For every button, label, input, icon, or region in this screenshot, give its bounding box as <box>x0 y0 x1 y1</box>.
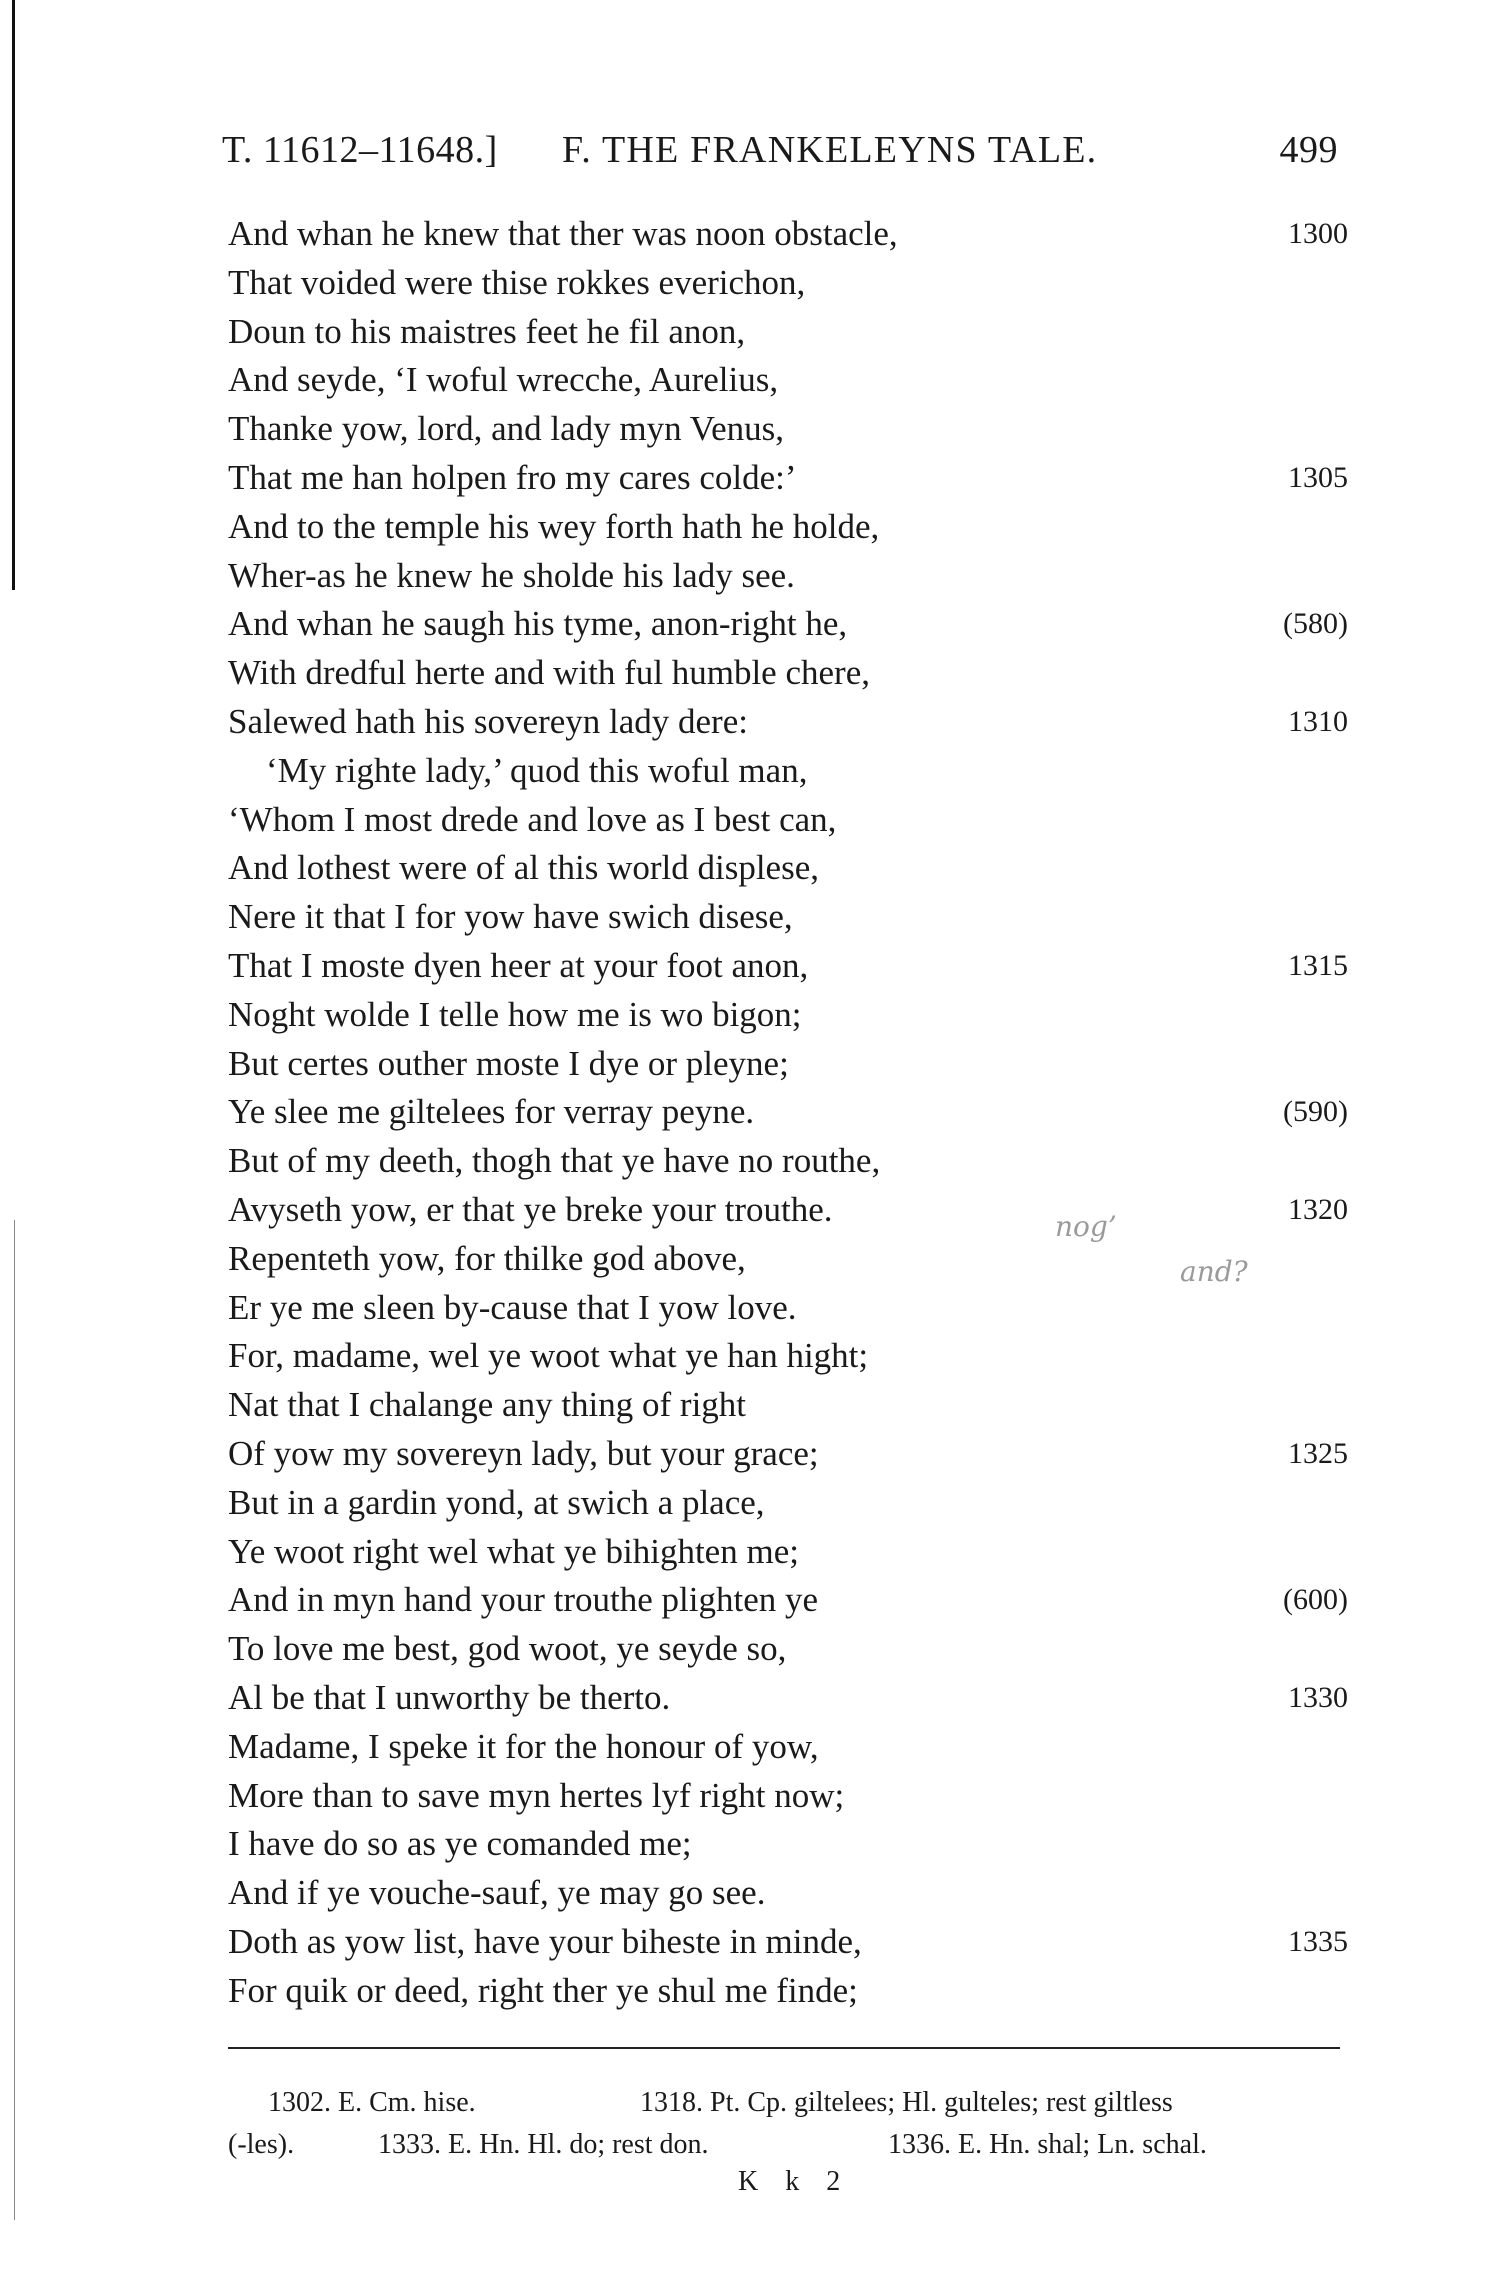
verse-line <box>228 405 1348 454</box>
verse-text: Salewed hath his sovereyn lady dere: <box>228 701 748 741</box>
verse-text: And lothest were of al this world displese, <box>228 848 820 888</box>
running-header <box>222 128 1338 178</box>
poem-text <box>228 210 1348 2015</box>
verse-text: Doth as yow list, have your biheste in minde, <box>228 1921 862 1961</box>
verse-line <box>228 1479 1348 1528</box>
footnote-row <box>228 2082 1348 2124</box>
verse-text: Avyseth yow, er that ye breke your trouthe. <box>228 1189 833 1229</box>
line-number: 1330 <box>1288 1680 1348 1714</box>
verse-line <box>228 454 1348 503</box>
verse-text: Wher-as he knew he sholde his lady see. <box>228 555 795 595</box>
verse-text: Ye woot right wel what ye bihighten me; <box>228 1531 799 1571</box>
verse-text: But in a gardin yond, at swich a place, <box>228 1482 765 1522</box>
pencil-annotation: and? <box>1180 1255 1248 1288</box>
verse-text: For, madame, wel ye woot what ye han hight; <box>228 1336 869 1376</box>
verse-text: And whan he knew that ther was noon obstacle, <box>228 214 898 253</box>
line-number: 1335 <box>1288 1924 1348 1958</box>
line-number: 1305 <box>1288 460 1348 494</box>
line-number: (590) <box>1283 1095 1348 1129</box>
verse-text: And to the temple his wey forth hath he holde, <box>228 506 880 546</box>
line-number: (600) <box>1283 1583 1348 1617</box>
verse-line <box>228 1186 1348 1235</box>
verse-text: Repenteth yow, for thilke god above, <box>228 1238 746 1278</box>
binding-edge-rule <box>12 0 15 590</box>
signature-mark: K k 2 <box>738 2166 851 2197</box>
verse-line <box>228 844 1348 893</box>
verse-line <box>228 1332 1348 1381</box>
verse-line <box>228 1381 1348 1430</box>
line-number: 1315 <box>1288 948 1348 982</box>
verse-line <box>228 1528 1348 1577</box>
running-title: F. THE FRANKELEYNS TALE. <box>562 129 1098 171</box>
verse-line <box>228 649 1348 698</box>
footnote: 1336. E. Hn. shal; Ln. schal. <box>888 2129 1207 2160</box>
verse-line <box>228 1625 1348 1674</box>
verse-line <box>228 259 1348 308</box>
verse-text: More than to save myn hertes lyf right now; <box>228 1775 845 1815</box>
footnote: 1333. E. Hn. Hl. do; rest don. <box>378 2129 709 2160</box>
verse-text: And in myn hand your trouthe plighten ye <box>228 1580 819 1620</box>
verse-line <box>228 1869 1348 1918</box>
verse-text: And whan he saugh his tyme, anon-right he, <box>228 604 848 644</box>
verse-text: With dredful herte and with ful humble chere, <box>228 653 870 693</box>
verse-line <box>228 1772 1348 1821</box>
verse-text: Madame, I speke it for the honour of yow, <box>228 1726 819 1766</box>
footnote: 1318. Pt. Cp. giltelees; Hl. gulteles; rest giltless <box>640 2087 1173 2118</box>
footnote: 1302. E. Cm. hise. <box>268 2087 476 2118</box>
verse-line <box>228 1918 1348 1967</box>
verse-line <box>228 796 1348 845</box>
line-number: 1300 <box>1288 217 1348 250</box>
footnote: (-les). <box>228 2129 295 2160</box>
verse-text: Al be that I unworthy be therto. <box>228 1677 671 1717</box>
verse-line <box>228 1040 1348 1089</box>
verse-text: ‘Whom I most drede and love as I best can, <box>228 799 837 839</box>
verse-line <box>228 1430 1348 1479</box>
verse-line <box>228 1723 1348 1772</box>
verse-text: But certes outher moste I dye or pleyne; <box>228 1043 789 1083</box>
verse-line <box>228 942 1348 991</box>
verse-line <box>228 308 1348 357</box>
verse-line <box>228 1137 1348 1186</box>
verse-text: That I moste dyen heer at your foot anon, <box>228 945 809 985</box>
verse-text: Doun to his maistres feet he fil anon, <box>228 311 746 351</box>
verse-line <box>228 698 1348 747</box>
line-number: 1325 <box>1288 1436 1348 1470</box>
verse-text: And seyde, ‘I woful wrecche, Aurelius, <box>228 360 779 400</box>
verse-text: I have do so as ye comanded me; <box>228 1824 692 1864</box>
verse-line <box>228 893 1348 942</box>
verse-text: Er ye me sleen by-cause that I yow love. <box>228 1287 797 1327</box>
verse-text: Of yow my sovereyn lady, but your grace; <box>228 1433 819 1473</box>
verse-text: Nat that I chalange any thing of right <box>228 1385 747 1425</box>
verse-text: Nere it that I for yow have swich disese, <box>228 897 793 937</box>
verse-line <box>228 1967 1348 2016</box>
verse-text: That voided were thise rokkes everichon, <box>228 262 806 302</box>
verse-text: But of my deeth, thogh that ye have no routhe, <box>228 1141 881 1181</box>
verse-text: That me han holpen fro my cares colde:’ <box>228 457 797 497</box>
verse-line <box>228 747 1348 796</box>
verse-line <box>228 1576 1348 1625</box>
binding-edge-rule-lower <box>14 1220 15 2220</box>
verse-line <box>228 503 1348 552</box>
footnote-row <box>228 2124 1348 2166</box>
verse-line <box>228 356 1348 405</box>
verse-line <box>228 1088 1348 1137</box>
footnotes <box>228 2082 1348 2166</box>
verse-line <box>228 1820 1348 1869</box>
footnote-rule <box>228 2047 1340 2049</box>
verse-text: Noght wolde I telle how me is wo bigon; <box>228 994 802 1034</box>
verse-line <box>228 552 1348 601</box>
verse-line <box>228 210 1348 259</box>
line-range: T. 11612–11648.] <box>222 129 498 171</box>
verse-text: For quik or deed, right ther ye shul me finde; <box>228 1970 858 2010</box>
verse-text: To love me best, god woot, ye seyde so, <box>228 1629 787 1669</box>
page-number: 499 <box>1279 129 1338 171</box>
verse-line <box>228 600 1348 649</box>
pencil-annotation: nog’ <box>1055 1210 1117 1243</box>
verse-line <box>228 1674 1348 1723</box>
verse-line <box>228 991 1348 1040</box>
verse-text: And if ye vouche-sauf, ye may go see. <box>228 1873 766 1913</box>
verse-text: ‘My righte lady,’ quod this woful man, <box>266 750 808 790</box>
line-number: 1320 <box>1288 1192 1348 1226</box>
line-number: (580) <box>1283 607 1348 641</box>
verse-text: Ye slee me giltelees for verray peyne. <box>228 1092 755 1132</box>
verse-text: Thanke yow, lord, and lady myn Venus, <box>228 409 785 449</box>
line-number: 1310 <box>1288 704 1348 738</box>
verse-line <box>228 1284 1348 1333</box>
